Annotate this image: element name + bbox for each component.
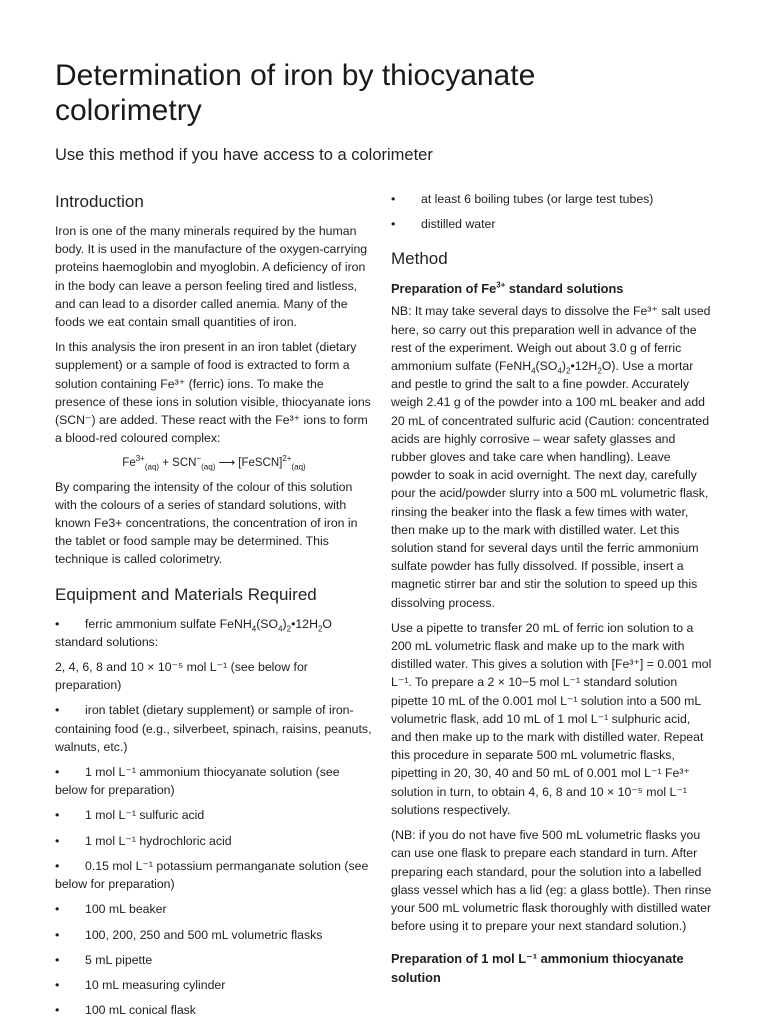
method-heading: Method bbox=[391, 249, 448, 269]
fe-standard-solutions-heading: Preparation of $Fe^{3+}$ standard solutions bbox=[391, 281, 624, 297]
list-item-continuation: 2, 4, 6, 8 and 10 × 10⁻⁵ mol L⁻¹ (see below for preparation) bbox=[55, 660, 308, 693]
list-item: • 1 mol L⁻¹ sulfuric acid bbox=[55, 806, 373, 824]
bullet: • bbox=[55, 808, 60, 823]
method-paragraph-1: NB: It may take several days to dissolve the Fe³⁺ salt used here, so carry out this preparation well in advance of the rest of the experiment. Weigh out about 3.0 g of ferric ammonium sulfate $(FeNH_4(SO_4)_2•12H_2O)$. Use a mortar and pestle to grind the salt to a fine powder. Accurately weigh 2.41 g of the powder into a 100 mL beaker and add 20 mL of concentrated sulfuric acid (Caution: concentrated acids are highly corrosive – wear safety glasses and rubber gloves and take care when handling). Leave powder to soak in acid overnight. The next day, carefully pour the acid/powder slurry into a 500 mL volumetric flask, rinsing the beaker into the flask a few times with water, then make up to the mark with distilled water. Let this solution stand for several days until the ferric ammonium sulfate powder has fully dissolved. If possible, insert a magnetic stirrer bar and stir the solution to speed up this dissolving process. bbox=[391, 304, 711, 610]
list-item: • iron tablet (dietary supplement) or sample of iron-containing food (e.g., silverbeet, spinach, raisins, peanuts, walnuts, etc.) bbox=[55, 703, 372, 754]
bullet: • bbox=[391, 217, 396, 232]
list-item: • 5 mL pipette bbox=[55, 951, 373, 969]
bullet: • bbox=[55, 902, 60, 917]
intro-paragraph-2: In this analysis the iron present in an iron tablet (dietary supplement) or a sample of food is extracted to form a solution containing Fe³⁺ (ferric) ions. To make the presence of these ions in solution visible, thiocyanate ions (SCN⁻) are added. These react with the Fe³⁺ ions to form a blood-red coloured complex: bbox=[55, 340, 371, 446]
method-paragraph-2: Use a pipette to transfer 20 mL of ferric ion solution to a 200 mL volumetric flask and make up to the mark with distilled water. This gives a solution with [Fe³⁺] = 0.001 mol L⁻¹. To prepare a 2 × 10−5 mol L⁻¹ standard solution pipette 10 mL of the 0.001 mol L⁻¹ solution into a 500 mL volumetric flask, add 10 mL of 1 mol L⁻¹ sulphuric acid, and then make up to the mark with distilled water. Repeat this procedure in separate 500 mL volumetric flasks, pipetting in 20, 30, 40 and 50 mL of 0.001 mol L⁻¹ Fe³⁺ solution in turn, to obtain 4, 6, 8 and 10 × 10⁻⁵ mol L⁻¹ solutions respectively. bbox=[391, 620, 712, 817]
page-title: Determination of iron by thiocyanate colorimetry bbox=[55, 59, 536, 127]
equipment-heading: Equipment and Materials Required bbox=[55, 584, 317, 604]
bullet: • bbox=[55, 952, 60, 967]
list-item: • at least 6 boiling tubes (or large test tubes) bbox=[391, 190, 713, 208]
intro-paragraph-1: Iron is one of the many minerals required by the human body. It is used in the manufacture of the oxygen-carrying proteins haemoglobin and myoglobin. A deficiency of iron in the body can leave a person feeling tired and listless, and can lead to a disorder called anemia. Many of the foods we eat contain small quantities of iron. bbox=[55, 224, 368, 330]
bullet: • bbox=[55, 927, 60, 942]
list-item: • 100 mL beaker bbox=[55, 900, 373, 918]
bullet: • bbox=[55, 765, 60, 780]
list-item: • 10 mL measuring cylinder bbox=[55, 976, 373, 994]
list-item: • 100 mL conical flask bbox=[55, 1001, 373, 1019]
thiocyanate-solution-heading: Preparation of 1 mol L⁻¹ ammonium thiocyanate solution bbox=[391, 951, 684, 986]
bullet: • bbox=[55, 833, 60, 848]
list-item: • 1 mol L⁻¹ hydrochloric acid bbox=[55, 832, 373, 850]
bullet: • bbox=[55, 616, 60, 631]
bullet: • bbox=[55, 977, 60, 992]
list-item: • distilled water bbox=[391, 215, 713, 233]
bullet: • bbox=[55, 1003, 60, 1018]
list-item: • 0.15 mol L⁻¹ potassium permanganate solution (see below for preparation) bbox=[55, 858, 369, 892]
bullet: • bbox=[391, 192, 396, 206]
right-column bbox=[391, 190, 713, 991]
bullet: • bbox=[55, 858, 60, 873]
left-column bbox=[55, 190, 373, 1026]
introduction-heading: Introduction bbox=[55, 192, 144, 211]
list-item: • 1 mol L⁻¹ ammonium thiocyanate solution (see below for preparation) bbox=[55, 765, 340, 798]
intro-paragraph-3: By comparing the intensity of the colour of this solution with the colours of a series of standard solutions, with known Fe3+ concentrations, the concentration of iron in the tablet or food sample may be determined. This technique is called colorimetry. bbox=[55, 479, 358, 567]
method-paragraph-3: (NB: if you do not have five 500 mL volumetric flasks you can use one flask to prepare each standard in turn. After preparing each standard, pour the solution into a labelled glass vessel which has a lid (eg: a glass bottle). Then rinse your 500 mL volumetric flask thoroughly with distilled water before using it to prepare your next standard solution.) bbox=[391, 828, 712, 934]
reaction-equation: $Fe^{3+}_{(aq)} + SCN^-_{(aq)}$ ⟶ [FeSCN]$^{2+}_{(aq)}$ bbox=[122, 454, 306, 472]
bullet: • bbox=[55, 703, 60, 718]
page-subtitle: Use this method if you have access to a colorimeter bbox=[55, 146, 433, 164]
list-item: • 100, 200, 250 and 500 mL volumetric flasks bbox=[55, 926, 373, 944]
list-item: • ferric ammonium sulfate $FeNH_4(SO_4)_2•12H_2O$ standard solutions: bbox=[55, 616, 332, 649]
